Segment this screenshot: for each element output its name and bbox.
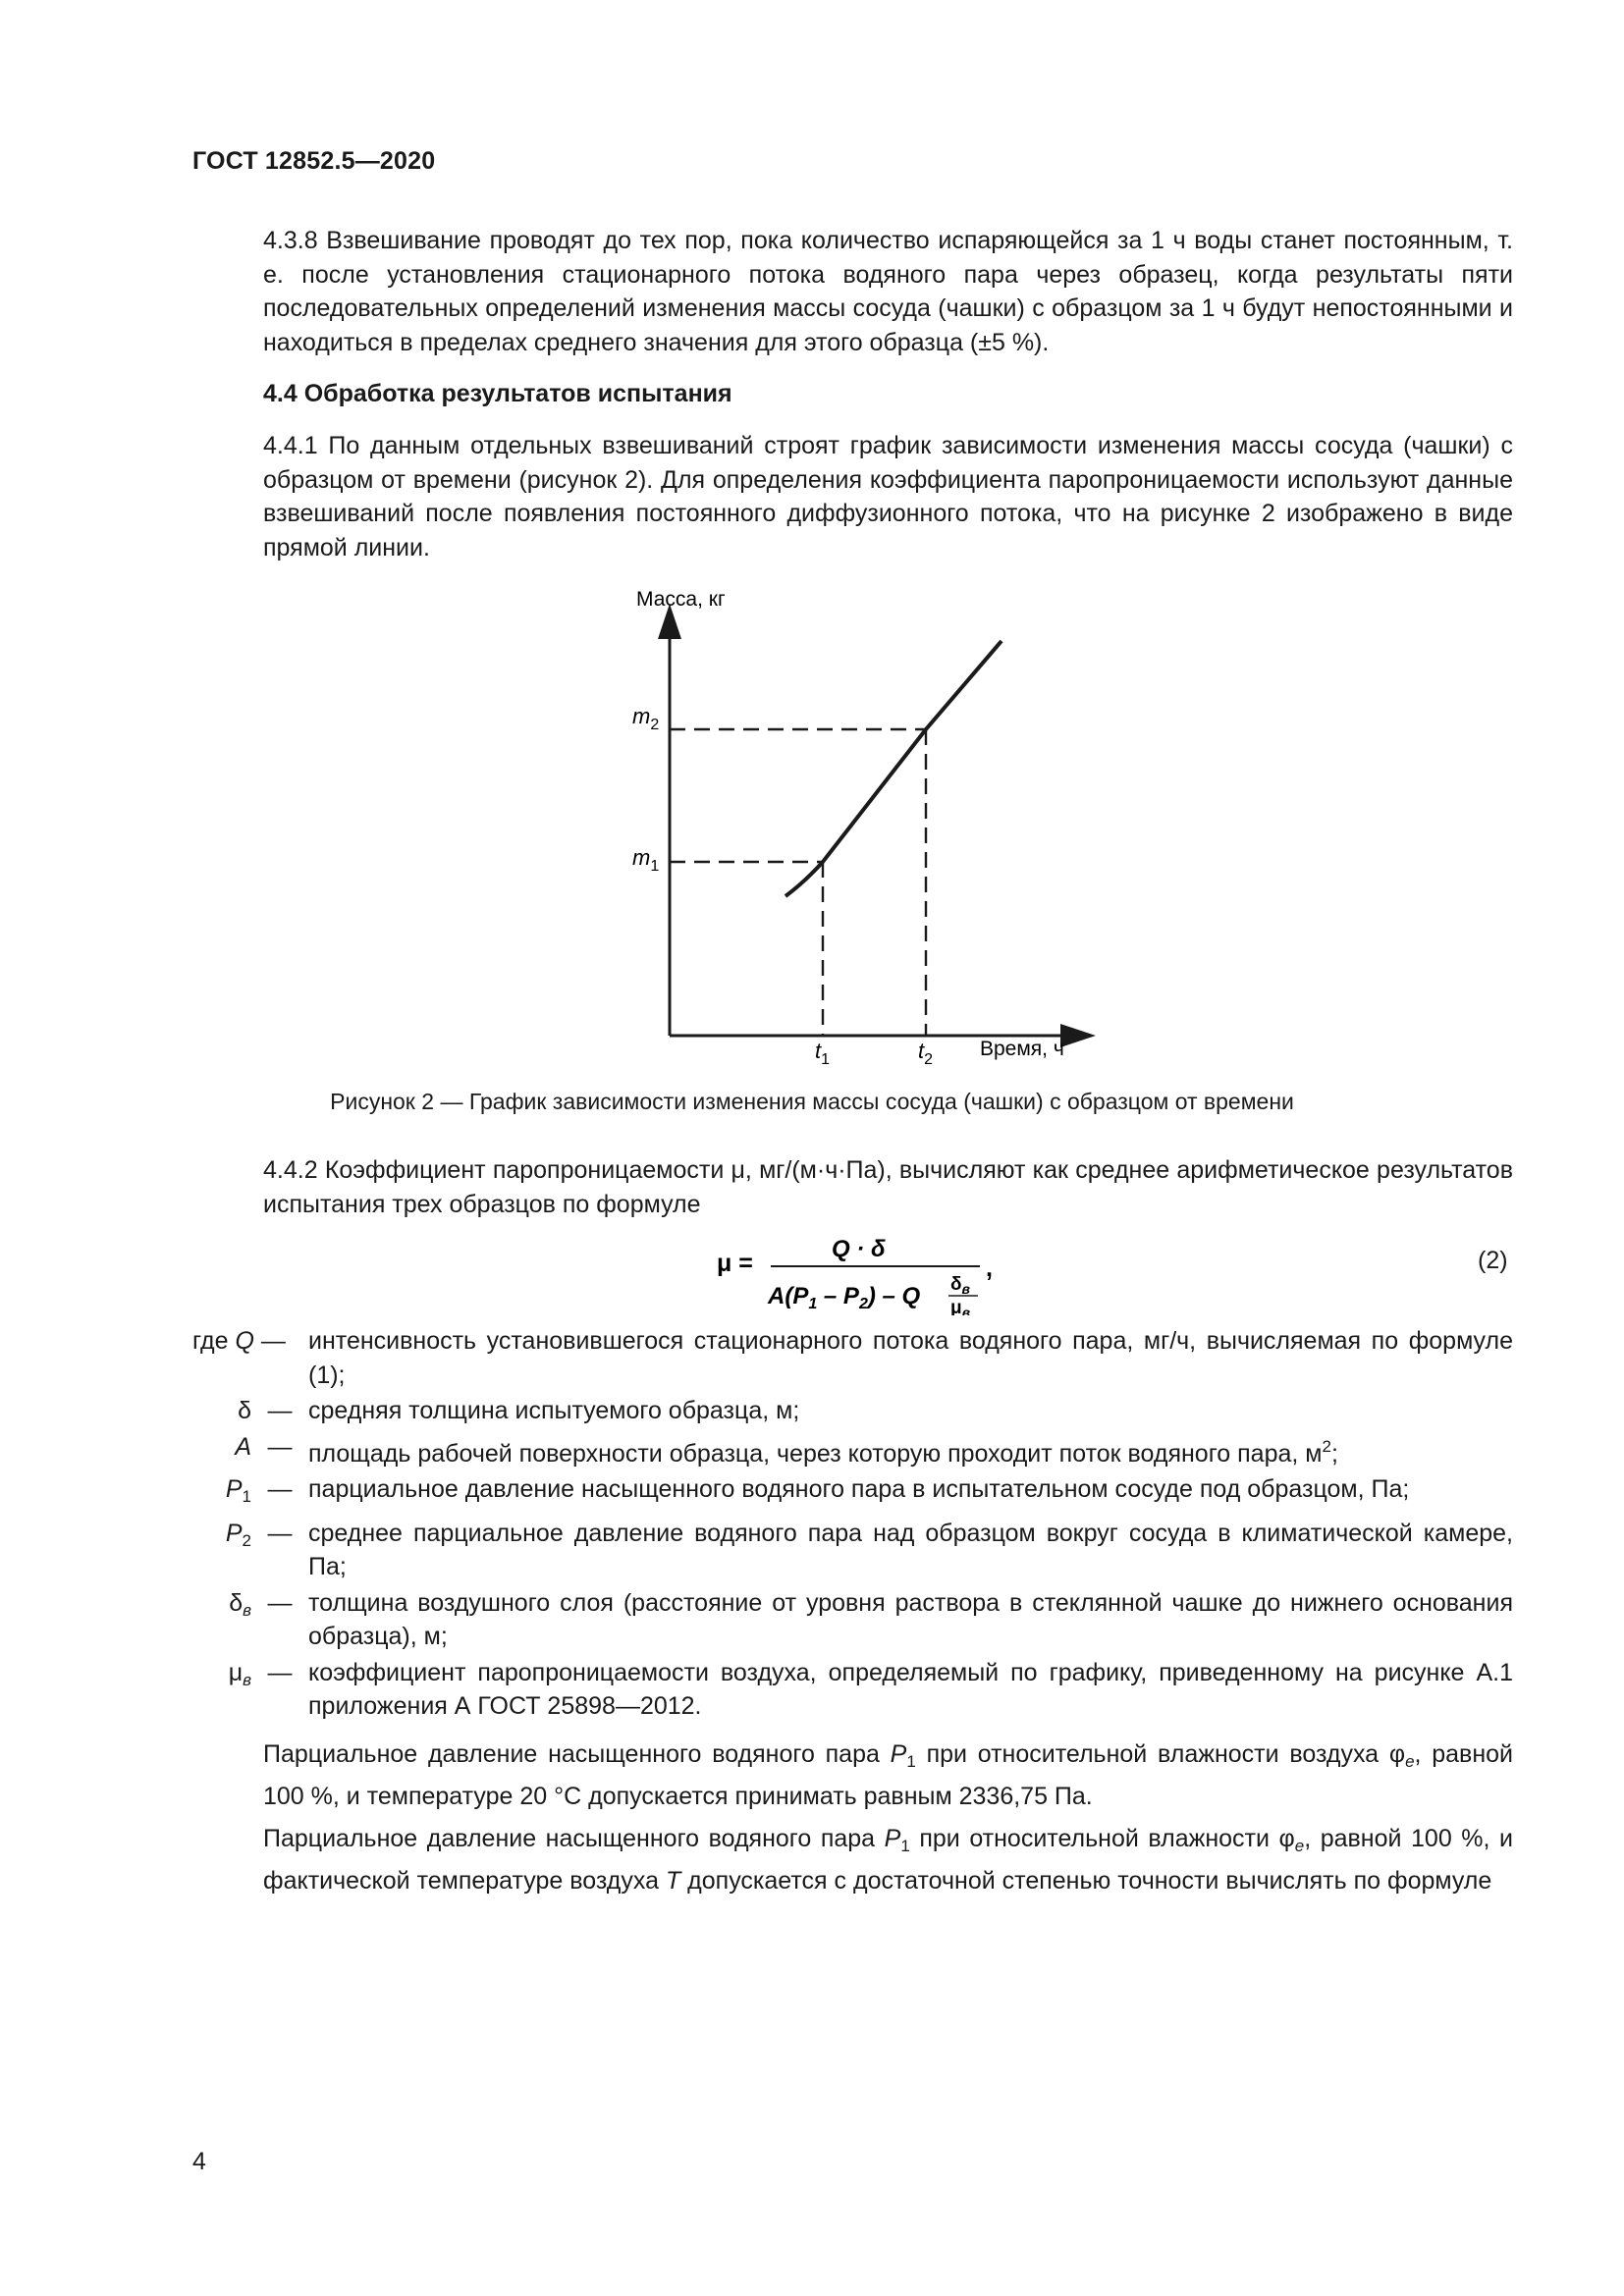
definition-text: среднее парциальное давление водяного пара над образцом вокруг сосуда в климатической камере, Па; [308, 1519, 1513, 1580]
definition-text: интенсивность установившегося стационарного потока водяного пара, мг/ч, вычисляемая по формуле (1); [308, 1327, 1513, 1389]
svg-text:δв: $\delta_в$ [950, 1274, 970, 1297]
svg-text:A(P1 – P2) – Q: $A(P_1 - P_2)$ – Q [768, 1283, 921, 1312]
svg-text:μ =: μ = [717, 1250, 753, 1277]
figure-2-chart [609, 574, 1110, 1065]
formula-2 [707, 1227, 1001, 1315]
y-axis-label: Масса, кг [636, 588, 726, 611]
formula-number: (2) [1478, 1247, 1508, 1274]
definition-p1: $P_1$ — парциальное давление насыщенного водяного пара в испытательном сосуде под образцом, Па; [192, 1472, 1513, 1515]
page-number: 4 [192, 2148, 206, 2175]
svg-text:,: , [986, 1255, 993, 1282]
paragraph-4-3-8 [192, 224, 1513, 359]
mass-time-curve [785, 641, 1001, 896]
definition-symbol: $P_1$ [225, 1475, 251, 1506]
paragraph-4-4-2-text: 4.4.2 Коэффициент паропроницаемости μ, мг/(м·ч·Па), вычисляют как среднее арифметическое результатов испытания трех образцов по формуле [263, 1156, 1513, 1218]
definition-text: коэффициент паропроницаемости воздуха, определяемый по графику, приведенному на рисунке А.1 приложения А ГОСТ 25898—2012. [308, 1658, 1513, 1720]
svg-text:μв: $\mu_в$ [950, 1298, 971, 1315]
definitions-list [192, 1324, 1513, 1726]
chart-svg [609, 574, 1110, 1065]
definition-q [192, 1324, 1513, 1392]
y-mark-m1: $m_1$ [632, 845, 660, 875]
definition-text: средняя толщина испытуемого образца, м; [308, 1397, 800, 1424]
definition-symbol: $\delta_в$ [229, 1588, 251, 1620]
document-header: ГОСТ 12852.5—2020 [192, 147, 436, 175]
definition-text: толщина воздушного слоя (расстояние от уровня раствора в стеклянной чашке до нижнего основания образца), м; [308, 1588, 1513, 1650]
x-axis-label: Время, ч [980, 1038, 1064, 1060]
y-mark-m2: $m_2$ [632, 704, 660, 733]
x-mark-t2: $t_2$ [918, 1039, 934, 1065]
definition-p2: $P_2$ — среднее парциальное давление водяного пара над образцом вокруг сосуда в климатической камере, Па; [192, 1517, 1513, 1584]
paragraph-partial-pressure-1 [192, 1737, 1513, 1813]
svg-text:Q · δ: Q · δ [832, 1236, 886, 1262]
paragraph-4-4-1 [192, 429, 1513, 564]
paragraph-partial-pressure-2-text: Парциальное давление насыщенного водяного пара $P_1$ при относительной влажности $\varphi_е$, равной 100 %, и фактической температуре воздуха T допускается с достаточной степенью точности вычислять по формуле [263, 1825, 1513, 1895]
definition-symbol: δ [238, 1397, 251, 1424]
figure-caption: Рисунок 2 — График зависимости изменения массы сосуда (чашки) с образцом от времени [330, 1089, 1294, 1114]
paragraph-4-4-1-text: 4.4.1 По данным отдельных взвешиваний строят график зависимости изменения массы сосуда (чашки) с образцом от времени (рисунок 2). Для определения коэффициента паропроницаемости используют данные взвешиваний после появления постоянного диффузионного потока, что на рисунке 2 изображено в виде прямой линии. [263, 432, 1513, 561]
paragraph-partial-pressure-1-text: Парциальное давление насыщенного водяного пара $P_1$ при относительной влажности воздуха $\varphi_е$, равной 100 %, и температуре 20 °С допускается принимать равным 2336,75 Па. [263, 1740, 1514, 1810]
definition-text: площадь рабочей поверхности образца, через которую проходит поток водяного пара, $м^2$; [308, 1436, 1338, 1468]
definition-text: парциальное давление насыщенного водяного пара в испытательном сосуде под образцом, Па; [308, 1475, 1410, 1503]
definition-delta: δ — средняя толщина испытуемого образца, м; [192, 1394, 1513, 1428]
x-mark-t1: $t_1$ [815, 1039, 831, 1065]
definition-mu-v: $\mu_в$ — коэффициент паропроницаемости воздуха, определяемый по графику, приведенному на рисунке А.1 приложения А ГОСТ 25898—2012. [192, 1656, 1513, 1724]
definition-a: A — площадь рабочей поверхности образца, через которую проходит поток водяного пара, $м^2$; [192, 1430, 1513, 1471]
formula-svg [707, 1227, 1001, 1315]
definition-symbol: $\mu_в$ [228, 1658, 251, 1689]
paragraph-partial-pressure-2 [192, 1822, 1513, 1897]
definition-symbol: A [235, 1432, 251, 1461]
definition-symbol: где Q — [192, 1327, 286, 1355]
paragraph-4-4-2 [192, 1153, 1513, 1221]
paragraph-4-3-8-text: 4.3.8 Взвешивание проводят до тех пор, пока количество испаряющейся за 1 ч воды станет постоянным, т. е. после установления стационарного потока водяного пара через образец, когда результаты пяти последовательных определений изменения массы сосуда (чашки) с образцом за 1 ч будут непостоянными и находиться в пределах среднего значения для этого образца (±5 %). [263, 227, 1513, 356]
definition-delta-v: $\delta_в$ — толщина воздушного слоя (расстояние от уровня раствора в стеклянной чашке до нижнего основания образца), м; [192, 1586, 1513, 1654]
definition-symbol: $P_2$ [225, 1519, 251, 1550]
section-heading-4-4: 4.4 Обработка результатов испытания [263, 380, 732, 407]
